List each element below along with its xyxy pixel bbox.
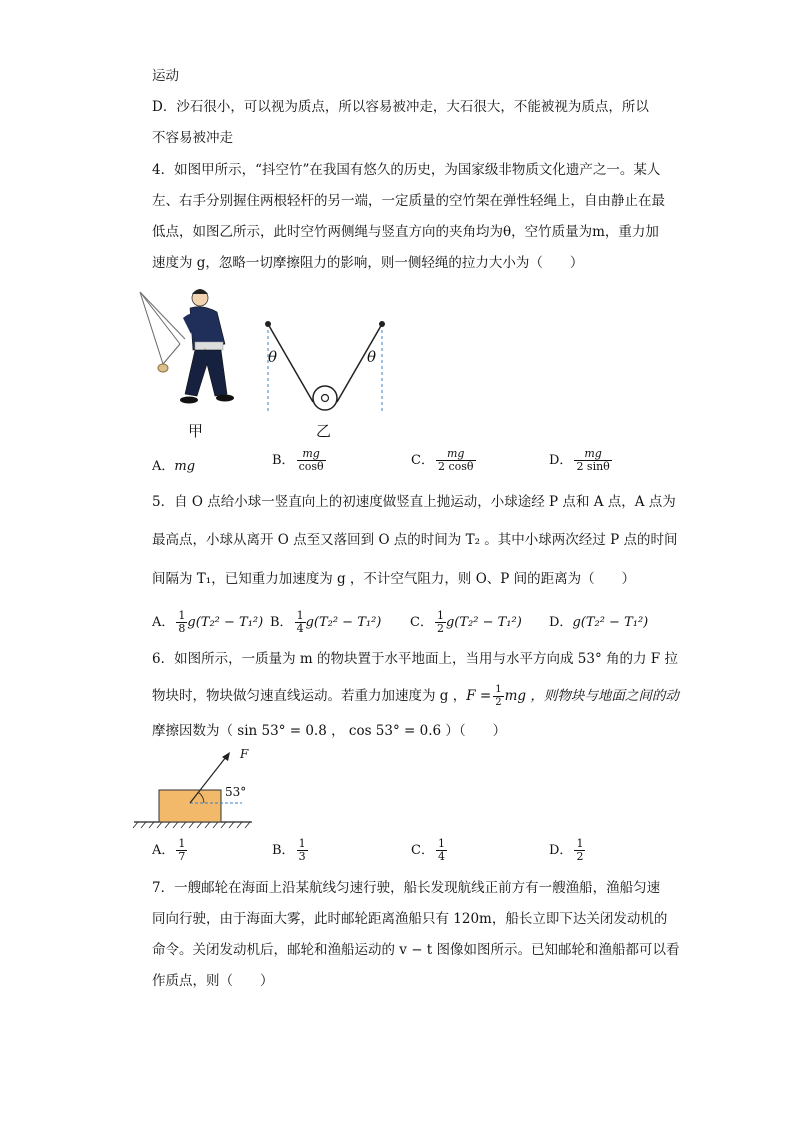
q4-stem-line2: 左、右手分别握住两根轻杆的另一端，一定质量的空竹架在弹性轻绳上，自由静止在最 — [152, 193, 665, 209]
q5-option-d[interactable] — [549, 613, 648, 633]
option-label: B． — [272, 453, 295, 468]
q5-stem-line1: 5．自 O 点给小球一竖直向上的初速度做竖直上抛运动，小球途经 P 点和 A 点，A 点为 — [152, 494, 676, 510]
option-label: C． — [411, 453, 434, 468]
option-fraction: $\frac{mg}{\cos\theta}$ — [298, 447, 324, 473]
option-label: C． — [411, 843, 434, 858]
option-expression: g(T₂² − T₁²) — [305, 615, 382, 630]
theta-right-label: θ — [367, 348, 377, 366]
q4-stem-line3: 低点，如图乙所示，此时空竹两侧绳与竖直方向的夹角均为θ，空竹质量为m，重力加 — [152, 224, 659, 240]
diabolo-player-figure — [135, 284, 255, 416]
option-label: B． — [272, 843, 295, 858]
option-value: mg — [174, 459, 196, 474]
option-label: D． — [549, 615, 573, 630]
block-force-diagram — [132, 746, 258, 830]
prev-option-c-tail: 运动 — [152, 68, 179, 84]
q4-option-d[interactable] — [549, 448, 612, 473]
q7-stem-line3: 命令。关闭发动机后，邮轮和渔船运动的 v − t 图像如图所示。已知邮轮和渔船都可以看 — [152, 942, 680, 958]
angle-label: 53° — [225, 785, 247, 799]
q5-stem-line3: 间隔为 T₁，已知重力加速度为 g ，不计空气阻力，则 O、P 间的距离为（ ） — [152, 571, 636, 587]
q7-stem-line1: 7．一艘邮轮在海面上沿某航线匀速行驶，船长发现航线正前方有一艘渔船，渔船匀速 — [152, 880, 661, 896]
option-fraction: $\frac{1}{2}$ — [576, 837, 584, 863]
diabolo-string-diagram — [258, 318, 398, 418]
prev-option-d-line2: 不容易被冲走 — [152, 130, 233, 146]
option-label: C． — [410, 615, 433, 630]
q6-stem-line2: 物块时，物块做匀速直线运动。若重力加速度为 g ，F = $\frac{1}{2}$ mg ，则物块与地面之间的动 — [152, 684, 679, 708]
q4-option-a[interactable] — [152, 457, 195, 477]
figure-label-jia: 甲 — [188, 422, 204, 440]
q6-option-a[interactable] — [152, 838, 187, 863]
prev-option-d-line1: D．沙石很小，可以视为质点，所以容易被冲走，大石很大，不能被视为质点，所以 — [152, 99, 649, 115]
figure-label-yi: 乙 — [316, 422, 332, 440]
option-fraction: $\frac{mg}{2 \cos\theta}$ — [437, 447, 474, 473]
option-coef: $\frac{1}{2}$ — [436, 609, 444, 635]
q4-stem-line4: 速度为 g，忽略一切摩擦阻力的影响，则一侧轻绳的拉力大小为（ ） — [152, 255, 584, 271]
option-fraction: $\frac{1}{3}$ — [298, 837, 306, 863]
q5-option-a[interactable] — [152, 610, 263, 635]
q6-stem-line1: 6．如图所示，一质量为 m 的物块置于水平地面上，当用与水平方向成 53° 角的力 F 拉 — [152, 651, 678, 667]
option-expression: g(T₂² − T₁²) — [572, 615, 649, 630]
force-label: F — [240, 747, 249, 761]
q7-stem-line2: 同向行驶，由于海面大雾，此时邮轮距离渔船只有 120m，船长立即下达关闭发动机的 — [152, 911, 668, 927]
theta-left-label: θ — [268, 348, 278, 366]
option-fraction: $\frac{1}{4}$ — [437, 837, 445, 863]
option-expression: g(T₂² − T₁²) — [187, 615, 264, 630]
q4-option-b[interactable] — [272, 448, 326, 473]
option-coef: $\frac{1}{4}$ — [296, 609, 304, 635]
option-label: B． — [270, 615, 293, 630]
option-label: D． — [549, 843, 573, 858]
option-fraction: $\frac{mg}{2 \sin\theta}$ — [576, 447, 610, 473]
q5-stem-line2: 最高点，小球从离开 O 点至又落回到 O 点的时间为 T₂ 。其中小球两次经过 P 点的时间 — [152, 532, 678, 548]
q5-option-c[interactable] — [410, 610, 522, 635]
q5-option-b[interactable] — [270, 610, 381, 635]
q7-stem-line4: 作质点，则（ ） — [152, 973, 274, 989]
q6-option-c[interactable] — [411, 838, 447, 863]
q4-stem-line1: 4．如图甲所示，“抖空竹”在我国有悠久的历史，为国家级非物质文化遗产之一。某人 — [152, 162, 661, 178]
option-label: A． — [152, 843, 175, 858]
q6-stem-line3: 摩擦因数为（ sin 53° = 0.8 ， cos 53° = 0.6 ）（ ） — [152, 723, 507, 739]
q6-option-d[interactable] — [549, 838, 585, 863]
option-coef: $\frac{1}{8}$ — [178, 609, 186, 635]
option-fraction: $\frac{1}{7}$ — [178, 837, 186, 863]
q6-option-b[interactable] — [272, 838, 308, 863]
option-label: A． — [152, 459, 175, 474]
q4-option-c[interactable] — [411, 448, 476, 473]
option-expression: g(T₂² − T₁²) — [445, 615, 522, 630]
option-label: A． — [152, 615, 175, 630]
option-label: D． — [549, 453, 573, 468]
